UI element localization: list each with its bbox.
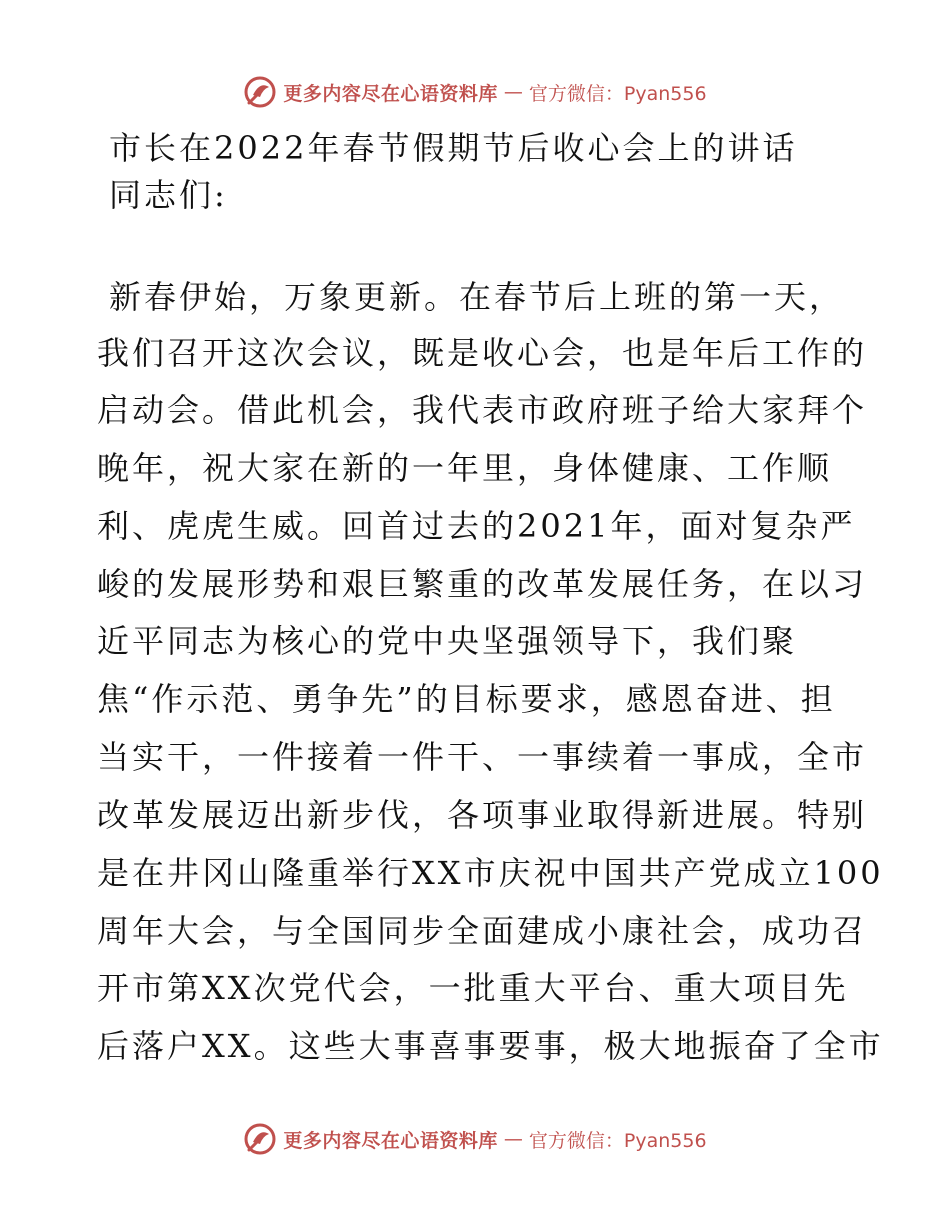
paragraph-line: 我们召开这次会议，既是收心会，也是年后工作的 bbox=[97, 334, 868, 372]
logo-icon bbox=[243, 1122, 277, 1156]
logo-icon bbox=[243, 75, 277, 109]
paragraph-line: 峻的发展形势和艰巨繁重的改革发展任务，在以习 bbox=[97, 565, 868, 603]
paragraph-line: 利、虎虎生威。回首过去的2021年，面对复杂严 bbox=[97, 507, 856, 545]
paragraph-line: 当实干，一件接着一件干、一事续着一事成，全市 bbox=[97, 738, 868, 776]
paragraph-line: 开市第XX次党代会，一批重大平台、重大项目先 bbox=[97, 969, 849, 1007]
paragraph-line: 后落户XX。这些大事喜事要事，极大地振奋了全市 bbox=[97, 1027, 884, 1065]
paragraph-line: 焦“作示范、勇争先”的目标要求，感恩奋进、担 bbox=[97, 680, 836, 718]
watermark-contact: 官方微信：Pyan556 bbox=[528, 1129, 707, 1152]
salutation: 同志们: bbox=[109, 176, 228, 214]
watermark-text: 更多内容尽在心语资料库 bbox=[283, 82, 498, 105]
watermark-separator: — bbox=[503, 81, 523, 103]
watermark-separator: — bbox=[503, 1128, 523, 1150]
watermark-text: 更多内容尽在心语资料库 bbox=[283, 1129, 498, 1152]
document-title: 市长在2022年春节假期节后收心会上的讲话 bbox=[109, 129, 798, 167]
header-watermark bbox=[0, 72, 950, 112]
watermark-contact: 官方微信：Pyan556 bbox=[528, 82, 707, 105]
paragraph-line: 启动会。借此机会，我代表市政府班子给大家拜个 bbox=[97, 391, 868, 429]
paragraph-line: 是在井冈山隆重举行XX市庆祝中国共产党成立100 bbox=[97, 854, 884, 892]
paragraph-line: 晚年，祝大家在新的一年里，身体健康、工作顺 bbox=[97, 449, 833, 487]
footer-watermark bbox=[0, 1119, 950, 1159]
paragraph-line: 近平同志为核心的党中央坚强领导下，我们聚 bbox=[97, 622, 798, 660]
paragraph-line: 周年大会，与全国同步全面建成小康社会，成功召 bbox=[97, 912, 868, 950]
paragraph-line: 新春伊始，万象更新。在春节后上班的第一天， bbox=[109, 278, 845, 316]
paragraph-line: 改革发展迈出新步伐，各项事业取得新进展。特别 bbox=[97, 796, 868, 834]
